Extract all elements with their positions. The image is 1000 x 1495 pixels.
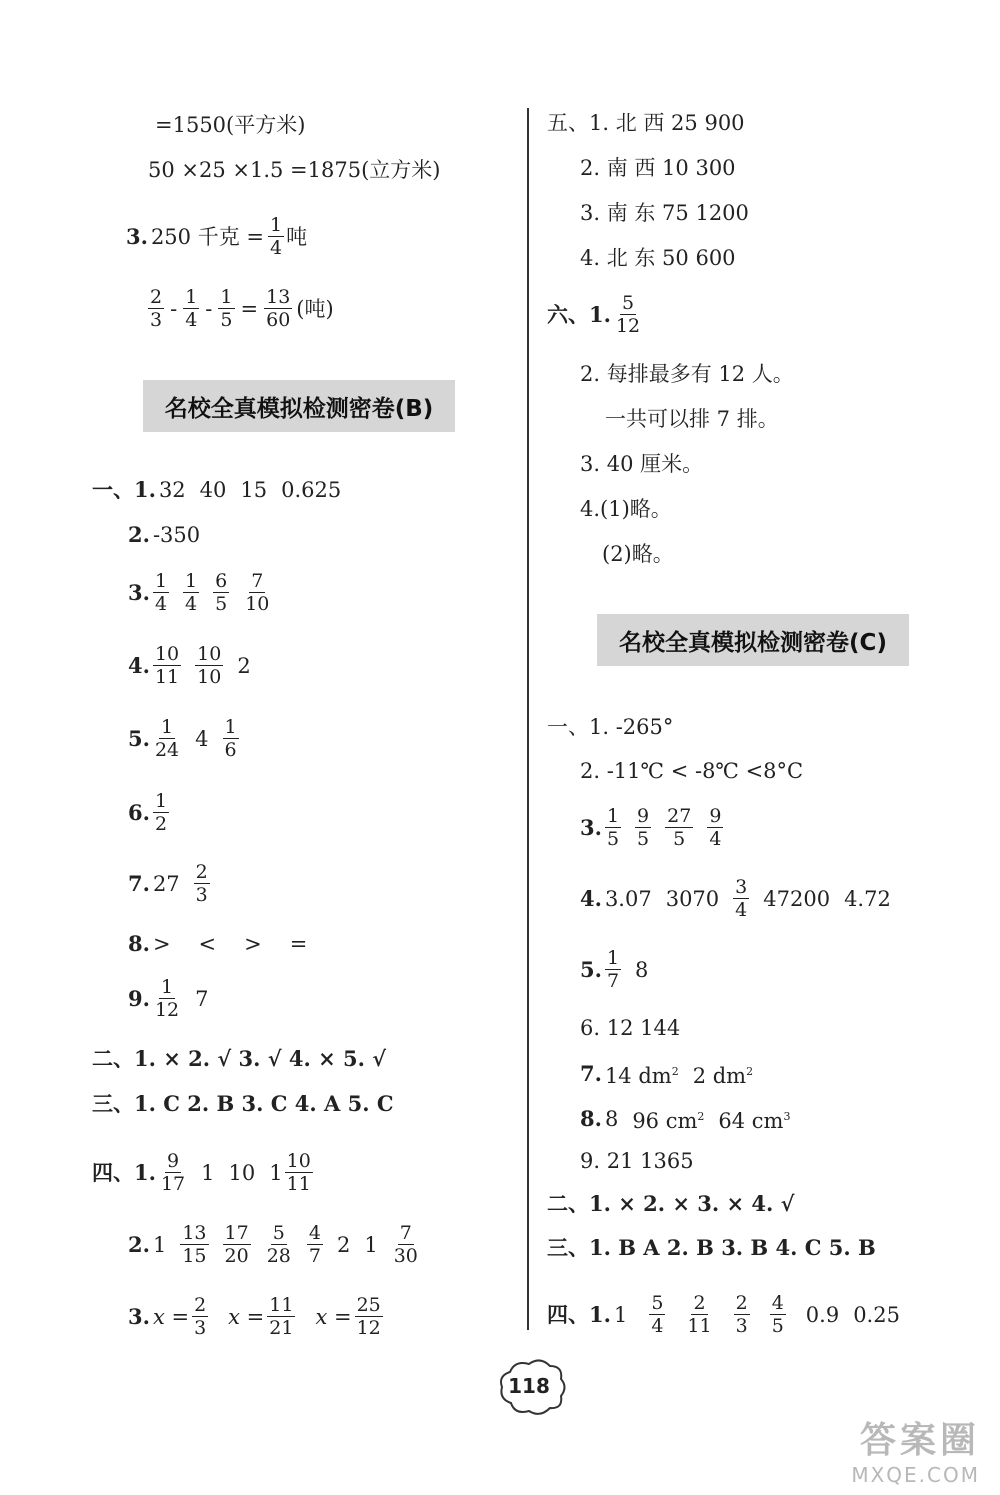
- area-value: 96 $cm^2$: [632, 1109, 705, 1133]
- c-section-2: 二、1. × 2. × 3. × 4. √: [547, 1191, 795, 1216]
- c-q7: 7. 14 $dm^2$ 2 $dm^2$: [580, 1061, 754, 1088]
- fraction: $\frac{17}{20}$: [224, 1222, 249, 1267]
- page-number: 118: [508, 1374, 550, 1398]
- fraction: $\frac{1}{2}$: [154, 790, 168, 835]
- c-section-3: 三、1. B A 2. B 3. B 4. C 5. B: [547, 1235, 876, 1260]
- volume-value: 64 $cm^3$: [718, 1109, 791, 1133]
- column-divider: [527, 108, 529, 1330]
- c-q1: 一、1. -265°: [547, 715, 674, 739]
- b-q1: 一、1. 32 40 15 0.625: [92, 477, 342, 502]
- fraction: $\frac{1}{4}$: [185, 570, 198, 615]
- fraction: $\frac{13}{15}$: [182, 1222, 207, 1267]
- fraction: $\frac{7}{30}$: [393, 1222, 418, 1267]
- fraction: $\frac{2}{3}$: [195, 861, 208, 906]
- r-wu-3: 3. 南 东 75 1200: [580, 201, 749, 225]
- fraction: $\frac{1}{6}$: [224, 716, 237, 761]
- b-q5: 5. $\frac{1}{24}$ 4 $\frac{1}{6}$: [128, 716, 237, 761]
- fraction: $\frac{10}{11}$: [154, 643, 180, 688]
- r-liu-2b: 一共可以排 7 排。: [605, 407, 779, 431]
- b-q7: 7. 27 $\frac{2}{3}$: [128, 861, 208, 906]
- b-q8: 8. > < > =: [128, 931, 308, 956]
- b-s4-q1: 四、1. $\frac{9}{17}$ 1 10 1 $\frac{10}{11}$: [92, 1150, 311, 1195]
- fraction: $\frac{1}{7}$: [606, 947, 620, 992]
- r-liu-3: 3. 40 厘米。: [580, 452, 704, 476]
- r-liu-1: 六、1. $\frac{5}{12}$: [547, 292, 641, 337]
- fraction: $\frac{9}{17}$: [160, 1150, 186, 1195]
- fraction: $\frac{2}{3}$: [735, 1292, 748, 1337]
- r-liu-4b: (2)略。: [602, 542, 674, 566]
- r-wu-4: 4. 北 东 50 600: [580, 246, 736, 270]
- fraction: $\frac{11}{21}$: [269, 1294, 294, 1339]
- c-q4: 4. 3.07 3070 $\frac{3}{4}$ 47200 4.72: [580, 876, 891, 921]
- fraction: $\frac{9}{5}$: [637, 805, 650, 850]
- c-q6: 6. 12 144: [580, 1016, 681, 1040]
- c-q5: 5. $\frac{1}{7}$ 8: [580, 947, 649, 992]
- fraction: $\frac{6}{5}$: [215, 570, 228, 615]
- fraction: $\frac{4}{7}$: [308, 1222, 321, 1267]
- c-s4-q1: 四、1. 1 $\frac{5}{4}$ $\frac{2}{11}$ $\frac{2}{3}$ $\frac{4}{5}$ 0.9 0.25: [547, 1292, 900, 1337]
- fraction: $\frac{4}{5}$: [771, 1292, 784, 1337]
- c-q2: 2. -11℃ < -8℃ <8°C: [580, 759, 804, 783]
- fraction: $\frac{7}{10}$: [245, 570, 270, 615]
- c-q8: 8. 8 96 $cm^2$ 64 $cm^3$: [580, 1106, 791, 1133]
- r-liu-2a: 2. 每排最多有 12 人。: [580, 362, 794, 386]
- r-liu-4a: 4.(1)略。: [580, 497, 672, 521]
- b-s4-q2: 2. 1 $\frac{13}{15}$ $\frac{17}{20}$ $\frac{5}{28}$ $\frac{4}{7}$ 2 1 $\frac{7}{30}$: [128, 1222, 418, 1267]
- c-q9: 9. 21 1365: [580, 1149, 694, 1173]
- fraction: $\frac{9}{4}$: [709, 805, 722, 850]
- c-q3: 3. $\frac{1}{5}$ $\frac{9}{5}$ $\frac{27}{5}$ $\frac{9}{4}$: [580, 805, 722, 850]
- b-q3: 3. $\frac{1}{4}$ $\frac{1}{4}$ $\frac{6}{5}$ $\frac{7}{10}$: [128, 570, 270, 615]
- fraction: $\frac{25}{12}$: [356, 1294, 381, 1339]
- section-banner-b: 名校全真模拟检测密卷(B): [143, 380, 455, 432]
- left-line-1: =1550(平方米): [155, 113, 306, 137]
- area-value: 14 $dm^2$: [604, 1064, 679, 1088]
- left-line-2: 50 ×25 ×1.5 =1875(立方米): [148, 158, 441, 182]
- fraction: $\frac{1}{4}$: [154, 570, 168, 615]
- b-q4: 4. $\frac{10}{11}$ $\frac{10}{10}$ 2: [128, 643, 251, 688]
- fraction: $\frac{1}{24}$: [154, 716, 180, 761]
- fraction: $\frac{27}{5}$: [667, 805, 692, 850]
- watermark-logo: 答案圈 MXQE.COM: [851, 1420, 980, 1487]
- b-q2: 2. -350: [128, 522, 201, 547]
- fraction: $\frac{3}{4}$: [735, 876, 748, 921]
- r-wu-2: 2. 南 西 10 300: [580, 156, 736, 180]
- fraction: $\frac{2}{11}$: [687, 1292, 712, 1337]
- fraction: $\frac{5}{28}$: [266, 1222, 291, 1267]
- fraction: $\frac{5}{4}$: [651, 1292, 664, 1337]
- b-s4-q3: 3. x = $\frac{2}{3}$ x = $\frac{11}{21}$ x = $\frac{25}{12}$: [128, 1294, 381, 1339]
- fraction: $\frac{5}{12}$: [615, 292, 641, 337]
- area-value: 2 $dm^2$: [692, 1064, 754, 1088]
- fraction: $\frac{1}{4}$: [185, 286, 198, 331]
- left-line-4: $\frac{2}{3}$ - $\frac{1}{4}$ - $\frac{1}{5}$ = $\frac{13}{60}$ (吨): [150, 286, 334, 331]
- b-section-3: 三、1. C 2. B 3. C 4. A 5. C: [92, 1091, 394, 1116]
- fraction: $\frac{1}{4}$: [269, 214, 283, 259]
- fraction: $\frac{1}{12}$: [154, 976, 180, 1021]
- b-q6: 6. $\frac{1}{2}$: [128, 790, 168, 835]
- fraction: $\frac{2}{3}$: [194, 1294, 207, 1339]
- r-wu-1: 五、1. 北 西 25 900: [547, 111, 745, 135]
- fraction: $\frac{1}{5}$: [220, 286, 233, 331]
- b-section-2: 二、1. × 2. √ 3. √ 4. × 5. √: [92, 1046, 387, 1071]
- fraction: $\frac{1}{5}$: [606, 805, 620, 850]
- left-line-3: 3. 250 千克 = $\frac{1}{4}$ 吨: [126, 214, 308, 259]
- fraction: $\frac{2}{3}$: [150, 286, 163, 331]
- fraction: $\frac{13}{60}$: [266, 286, 291, 331]
- fraction: $\frac{10}{10}$: [197, 643, 222, 688]
- fraction: $\frac{10}{11}$: [286, 1150, 311, 1195]
- section-banner-c: 名校全真模拟检测密卷(C): [597, 614, 909, 666]
- b-q9: 9. $\frac{1}{12}$ 7: [128, 976, 209, 1021]
